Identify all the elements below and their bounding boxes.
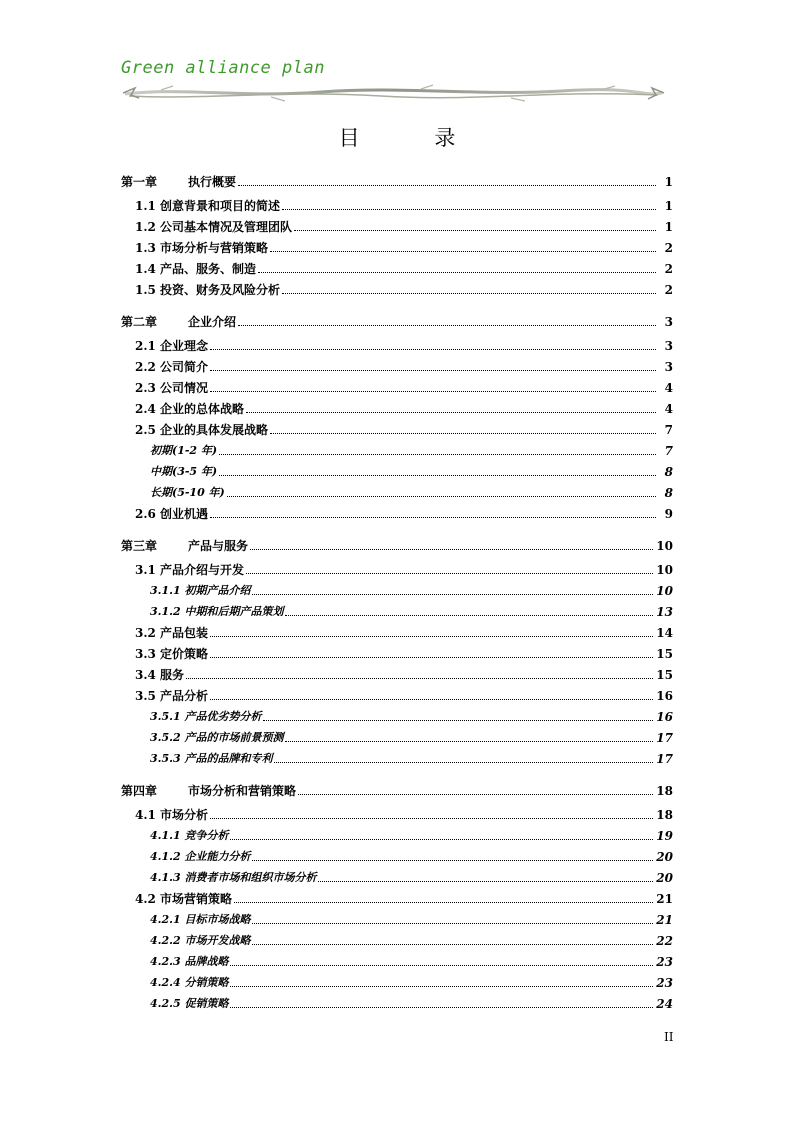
- toc-dot-leader: [252, 922, 653, 924]
- toc-entry[interactable]: [121, 990, 673, 1011]
- toc-entry-text: 产品与服务: [188, 539, 249, 553]
- toc-entry-text: 市场分析和营销策略: [188, 784, 297, 798]
- toc-entry-label: [121, 507, 208, 521]
- toc-entry-label: [121, 584, 250, 598]
- toc-dot-leader: [263, 719, 653, 721]
- toc-dot-leader: [246, 572, 653, 574]
- toc-dot-leader: [210, 698, 653, 700]
- toc-entry-label: [121, 175, 236, 189]
- toc-dot-leader: [238, 184, 656, 186]
- toc-page-number: 3: [664, 315, 673, 329]
- toc-entry-text: 3.5.1 产品优劣势分析: [150, 710, 262, 723]
- toc-entry[interactable]: [121, 703, 673, 724]
- toc-entry[interactable]: [121, 864, 673, 885]
- toc-dot-leader: [285, 740, 653, 742]
- toc-entry-label: [121, 465, 217, 479]
- toc-entry[interactable]: [121, 213, 673, 234]
- toc-entry-label: [121, 563, 244, 577]
- toc-entry[interactable]: [121, 682, 673, 703]
- toc-entry[interactable]: [121, 353, 673, 374]
- toc-entry-text: 3.3 定价策略: [135, 647, 209, 661]
- toc-entry-text: 2.5 企业的具体发展战略: [135, 423, 269, 437]
- toc-entry-label: [121, 315, 236, 329]
- toc-dot-leader: [252, 593, 653, 595]
- toc-page-number: 1: [664, 199, 673, 213]
- toc-page-number: 22: [656, 934, 673, 948]
- toc-entry-label: [121, 871, 316, 885]
- toc-entry-text: 长期(5-10 年): [150, 486, 225, 499]
- toc-page-number: 7: [664, 444, 673, 458]
- toc-dot-leader: [186, 677, 653, 679]
- decorative-header-rule: [121, 84, 666, 104]
- toc-entry-label: [121, 381, 208, 395]
- toc-dot-leader: [294, 229, 656, 231]
- toc-entry-text: 4.2.2 市场开发战略: [150, 934, 251, 947]
- toc-entry[interactable]: [121, 745, 673, 766]
- toc-entry-label: [121, 262, 256, 276]
- toc-page-number: 21: [656, 892, 673, 906]
- toc-page-number: 1: [664, 175, 673, 189]
- toc-page-number: 23: [656, 955, 673, 969]
- toc-entry[interactable]: [121, 458, 673, 479]
- toc-entry-label: [121, 199, 280, 213]
- toc-entry[interactable]: [121, 437, 673, 458]
- toc-entry-text: 1.5 投资、财务及风险分析: [135, 283, 281, 297]
- toc-entry[interactable]: [121, 577, 673, 598]
- toc-entry-label: [121, 731, 283, 745]
- toc-entry-text: 1.2 公司基本情况及管理团队: [135, 220, 293, 234]
- toc-entry-text: 2.6 创业机遇: [135, 507, 209, 521]
- toc-entry-label: [121, 784, 296, 798]
- toc-page-number: 16: [656, 689, 673, 703]
- toc-dot-leader: [270, 432, 656, 434]
- toc-dot-leader: [210, 516, 656, 518]
- toc-entry[interactable]: [121, 234, 673, 255]
- toc-entry-label: [121, 934, 250, 948]
- toc-entry-label: [121, 808, 208, 822]
- toc-dot-leader: [270, 250, 656, 252]
- toc-entry-label: [121, 997, 228, 1011]
- toc-entry[interactable]: [121, 303, 673, 329]
- toc-dot-leader: [219, 453, 656, 455]
- toc-page-number: 13: [656, 605, 673, 619]
- toc-entry-label: [121, 913, 250, 927]
- toc-page-number: 10: [656, 539, 673, 553]
- document-header-title: Green alliance plan: [121, 58, 325, 78]
- toc-entry[interactable]: [121, 556, 673, 577]
- toc-page-number: 1: [664, 220, 673, 234]
- toc-entry[interactable]: [121, 416, 673, 437]
- toc-dot-leader: [274, 761, 653, 763]
- toc-page-number: 7: [664, 423, 673, 437]
- toc-entry-label: [121, 283, 280, 297]
- toc-entry[interactable]: [121, 479, 673, 500]
- toc-entry-text: 4.1 市场分析: [135, 808, 209, 822]
- toc-entry-text: 2.2 公司简介: [135, 360, 209, 374]
- toc-entry-text: 3.5.2 产品的市场前景预测: [150, 731, 284, 744]
- toc-dot-leader: [210, 656, 653, 658]
- toc-entry-label: [121, 241, 268, 255]
- toc-entry[interactable]: [121, 969, 673, 990]
- toc-page-number: 16: [656, 710, 673, 724]
- toc-entry[interactable]: [121, 772, 673, 798]
- toc-entry-text: 3.2 产品包装: [135, 626, 209, 640]
- toc-page-number: 8: [664, 486, 673, 500]
- toc-entry-label: [121, 955, 228, 969]
- toc-entry-label: [121, 605, 283, 619]
- toc-entry-label: [121, 444, 217, 458]
- toc-page-number: 3: [664, 360, 673, 374]
- toc-dot-leader: [285, 614, 653, 616]
- toc-entry[interactable]: [121, 724, 673, 745]
- toc-entry-text: 4.2.4 分销策略: [150, 976, 229, 989]
- toc-entry-label: [121, 710, 261, 724]
- toc-entry-text: 2.3 公司情况: [135, 381, 209, 395]
- toc-entry-text: 1.4 产品、服务、制造: [135, 262, 257, 276]
- toc-dot-leader: [230, 964, 653, 966]
- toc-entry-text: 3.4 服务: [135, 668, 185, 682]
- toc-dot-leader: [298, 793, 653, 795]
- toc-page-number: 2: [664, 241, 673, 255]
- toc-page-number: 20: [656, 850, 673, 864]
- toc-page-number: 10: [656, 563, 673, 577]
- toc-entry-text: 2.1 企业理念: [135, 339, 209, 353]
- toc-page-number: 15: [656, 647, 673, 661]
- toc-entry-text: 1.3 市场分析与营销策略: [135, 241, 269, 255]
- toc-chapter-number: 第四章: [121, 784, 158, 798]
- toc-entry-text: 初期(1-2 年): [150, 444, 218, 457]
- toc-entry-text: 企业介绍: [188, 315, 237, 329]
- toc-entry[interactable]: [121, 192, 673, 213]
- toc-page-number: 20: [656, 871, 673, 885]
- toc-entry[interactable]: [121, 395, 673, 416]
- toc-entry-text: 3.5 产品分析: [135, 689, 209, 703]
- toc-entry-text: 4.2.5 促销策略: [150, 997, 229, 1010]
- toc-entry-text: 4.1.1 竞争分析: [150, 829, 229, 842]
- toc-dot-leader: [210, 369, 656, 371]
- toc-entry[interactable]: [121, 527, 673, 553]
- toc-entry-label: [121, 626, 208, 640]
- toc-dot-leader: [210, 635, 653, 637]
- toc-entry[interactable]: [121, 276, 673, 297]
- toc-dot-leader: [250, 548, 653, 550]
- toc-entry[interactable]: [121, 640, 673, 661]
- toc-entry[interactable]: [121, 163, 673, 189]
- toc-chapter-number: 第三章: [121, 539, 158, 553]
- toc-page-number: 17: [656, 731, 673, 745]
- toc-entry[interactable]: [121, 885, 673, 906]
- toc-dot-leader: [230, 1006, 653, 1008]
- toc-dot-leader: [230, 838, 653, 840]
- toc-entry-label: [121, 752, 272, 766]
- toc-entry-label: [121, 339, 208, 353]
- toc-entry-label: [121, 647, 208, 661]
- toc-entry-label: [121, 689, 208, 703]
- toc-page-number: 2: [664, 283, 673, 297]
- toc-dot-leader: [230, 985, 653, 987]
- toc-page-number: 19: [656, 829, 673, 843]
- toc-entry-text: 3.1.2 中期和后期产品策划: [150, 605, 284, 618]
- toc-entry-label: [121, 892, 232, 906]
- toc-entry-text: 3.5.3 产品的品牌和专利: [150, 752, 273, 765]
- toc-page-number: 17: [656, 752, 673, 766]
- toc-dot-leader: [246, 411, 656, 413]
- toc-entry-text: 中期(3-5 年): [150, 465, 218, 478]
- footer-page-number: II: [664, 1030, 674, 1044]
- toc-entry[interactable]: [121, 843, 673, 864]
- toc-entry-text: 4.2 市场营销策略: [135, 892, 233, 906]
- table-of-contents: [121, 163, 673, 1011]
- toc-page-number: 15: [656, 668, 673, 682]
- toc-entry[interactable]: [121, 661, 673, 682]
- toc-entry[interactable]: [121, 255, 673, 276]
- toc-entry-text: 4.2.1 目标市场战略: [150, 913, 251, 926]
- toc-entry-text: 4.1.3 消费者市场和组织市场分析: [150, 871, 317, 884]
- toc-entry[interactable]: [121, 598, 673, 619]
- toc-dot-leader: [234, 901, 653, 903]
- toc-entry-label: [121, 668, 184, 682]
- toc-entry-text: 2.4 企业的总体战略: [135, 402, 245, 416]
- toc-entry-text: 4.1.2 企业能力分析: [150, 850, 251, 863]
- toc-entry[interactable]: [121, 801, 673, 822]
- toc-chapter-number: 第二章: [121, 315, 158, 329]
- toc-entry-text: 3.1.1 初期产品介绍: [150, 584, 251, 597]
- toc-entry-label: [121, 539, 248, 553]
- toc-entry-text: 执行概要: [188, 175, 237, 189]
- toc-entry-label: [121, 850, 250, 864]
- toc-dot-leader: [210, 817, 653, 819]
- toc-dot-leader: [252, 943, 653, 945]
- toc-page-number: 21: [656, 913, 673, 927]
- toc-dot-leader: [210, 348, 656, 350]
- toc-dot-leader: [210, 390, 656, 392]
- toc-heading: 目 录: [338, 126, 490, 150]
- toc-entry-text: 1.1 创意背景和项目的简述: [135, 199, 281, 213]
- toc-page-number: 4: [664, 381, 673, 395]
- toc-entry-label: [121, 220, 292, 234]
- toc-dot-leader: [282, 292, 656, 294]
- toc-dot-leader: [252, 859, 653, 861]
- toc-page-number: 18: [656, 784, 673, 798]
- toc-entry[interactable]: [121, 906, 673, 927]
- toc-dot-leader: [258, 271, 656, 273]
- toc-page-number: 8: [664, 465, 673, 479]
- toc-chapter-number: 第一章: [121, 175, 158, 189]
- toc-page-number: 24: [656, 997, 673, 1011]
- toc-entry-label: [121, 423, 268, 437]
- toc-entry-text: 4.2.3 品牌战略: [150, 955, 229, 968]
- toc-page-number: 18: [656, 808, 673, 822]
- toc-entry-label: [121, 829, 228, 843]
- toc-entry[interactable]: [121, 927, 673, 948]
- toc-entry[interactable]: [121, 374, 673, 395]
- toc-entry[interactable]: [121, 822, 673, 843]
- toc-entry-label: [121, 976, 228, 990]
- toc-page-number: 3: [664, 339, 673, 353]
- toc-entry-label: [121, 402, 244, 416]
- toc-dot-leader: [227, 495, 656, 497]
- toc-page-number: 14: [656, 626, 673, 640]
- toc-entry[interactable]: [121, 500, 673, 521]
- toc-entry[interactable]: [121, 332, 673, 353]
- toc-entry-label: [121, 360, 208, 374]
- toc-page-number: 10: [656, 584, 673, 598]
- toc-entry-text: 3.1 产品介绍与开发: [135, 563, 245, 577]
- toc-dot-leader: [282, 208, 656, 210]
- toc-entry-label: [121, 486, 225, 500]
- toc-page-number: 23: [656, 976, 673, 990]
- toc-page-number: 9: [664, 507, 673, 521]
- toc-page-number: 2: [664, 262, 673, 276]
- toc-dot-leader: [318, 880, 653, 882]
- toc-page-number: 4: [664, 402, 673, 416]
- toc-entry[interactable]: [121, 619, 673, 640]
- toc-entry[interactable]: [121, 948, 673, 969]
- toc-dot-leader: [238, 324, 656, 326]
- toc-dot-leader: [219, 474, 656, 476]
